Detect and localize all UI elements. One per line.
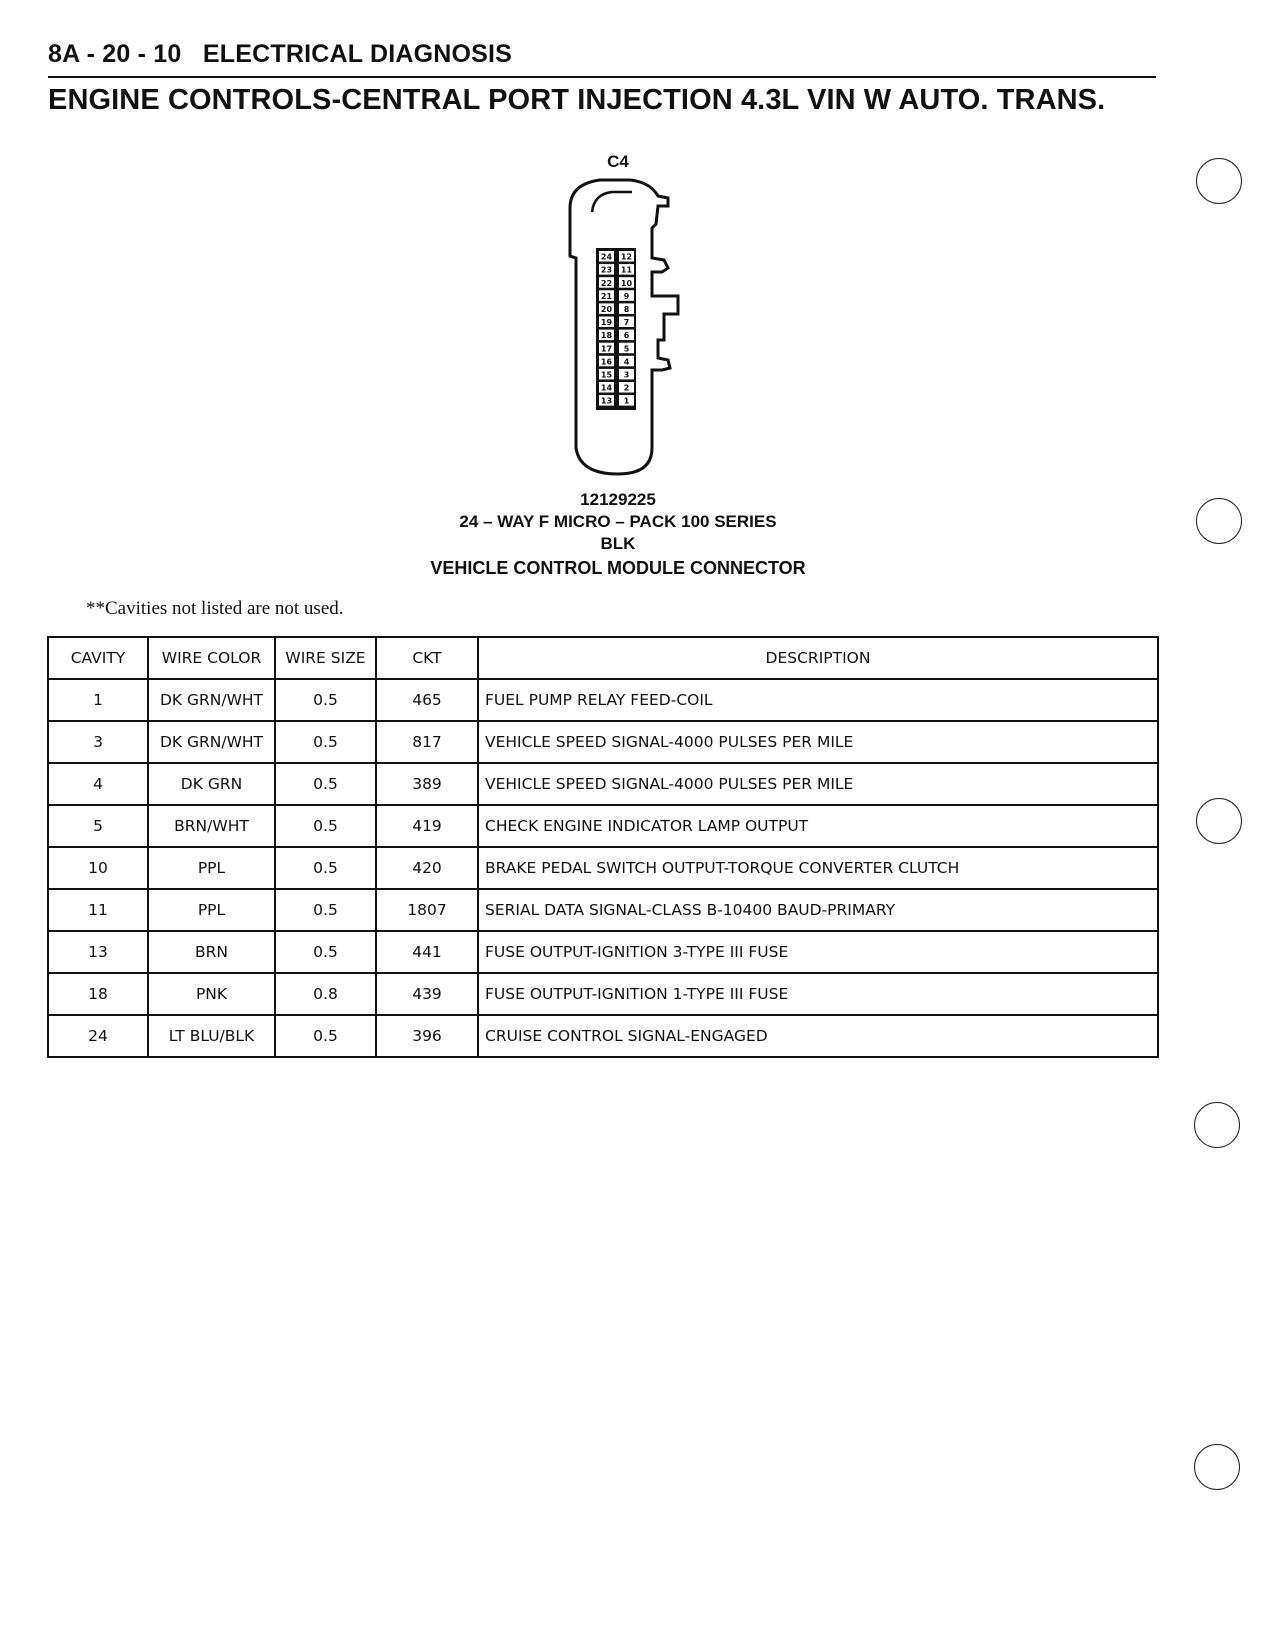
cell-description: FUEL PUMP RELAY FEED-COIL (478, 679, 1158, 721)
cavity-number: 18 (600, 331, 613, 341)
cell-cavity: 4 (48, 763, 148, 805)
cell-wire-color: DK GRN/WHT (148, 679, 275, 721)
cell-wire-size: 0.5 (275, 847, 376, 889)
cell-ckt: 420 (376, 847, 478, 889)
table-row (48, 721, 1158, 763)
cavity-number: 15 (600, 370, 613, 380)
cavity-number: 24 (600, 252, 613, 262)
cell-description: VEHICLE SPEED SIGNAL-4000 PULSES PER MILE (478, 721, 1158, 763)
cavity-number: 10 (620, 278, 633, 288)
cell-ckt: 396 (376, 1015, 478, 1057)
cell-wire-color: PPL (148, 889, 275, 931)
cell-ckt: 419 (376, 805, 478, 847)
table-row (48, 805, 1158, 847)
binder-hole (1196, 798, 1242, 844)
cavity-number: 11 (620, 265, 633, 275)
cell-wire-size: 0.5 (275, 763, 376, 805)
cell-cavity: 24 (48, 1015, 148, 1057)
cavity-number: 13 (600, 396, 613, 406)
cavity-number: 12 (620, 252, 633, 262)
connector-part-number: 12129225 (580, 490, 656, 509)
table-row (48, 763, 1158, 805)
page-header (48, 40, 512, 69)
header-description: DESCRIPTION (478, 637, 1158, 679)
cavity-note: **Cavities not listed are not used. (86, 598, 344, 619)
header-ckt: CKT (376, 637, 478, 679)
table-row (48, 973, 1158, 1015)
header-wire-color: WIRE COLOR (148, 637, 275, 679)
cavity-number: 14 (600, 383, 613, 393)
table-header-row (48, 637, 1158, 679)
table-row (48, 889, 1158, 931)
cavity-number: 3 (623, 370, 630, 380)
cell-description: VEHICLE SPEED SIGNAL-4000 PULSES PER MILE (478, 763, 1158, 805)
cell-wire-size: 0.5 (275, 931, 376, 973)
cavity-number: 20 (600, 305, 613, 314)
cavity-number: 4 (623, 357, 630, 367)
cell-wire-color: PNK (148, 973, 275, 1015)
header-divider (48, 76, 1156, 78)
connector-id: C4 (607, 152, 629, 171)
cell-cavity: 18 (48, 973, 148, 1015)
cell-wire-color: PPL (148, 847, 275, 889)
cell-wire-color: DK GRN/WHT (148, 721, 275, 763)
binder-hole (1196, 498, 1242, 544)
cavity-number: 5 (623, 344, 630, 354)
cell-ckt: 441 (376, 931, 478, 973)
cavity-number: 6 (623, 331, 630, 341)
cell-cavity: 3 (48, 721, 148, 763)
cell-cavity: 10 (48, 847, 148, 889)
cavity-number: 19 (600, 318, 613, 328)
table-row (48, 679, 1158, 721)
cell-ckt: 465 (376, 679, 478, 721)
cavity-number: 21 (600, 291, 613, 301)
binder-hole (1196, 158, 1242, 204)
cell-cavity: 1 (48, 679, 148, 721)
cavity-number: 22 (600, 278, 613, 288)
cell-cavity: 13 (48, 931, 148, 973)
cell-ckt: 389 (376, 763, 478, 805)
table-row (48, 931, 1158, 973)
connector-inner-arc (592, 192, 632, 212)
cavity-number: 1 (623, 396, 630, 406)
cell-wire-size: 0.8 (275, 973, 376, 1015)
cell-description: FUSE OUTPUT-IGNITION 3-TYPE III FUSE (478, 931, 1158, 973)
cell-wire-color: DK GRN (148, 763, 275, 805)
connector-diagram (540, 168, 700, 488)
cell-wire-size: 0.5 (275, 679, 376, 721)
cell-ckt: 439 (376, 973, 478, 1015)
connector-type: 24 – WAY F MICRO – PACK 100 SERIES (459, 512, 777, 531)
connector-color: BLK (600, 534, 636, 553)
cell-wire-color: LT BLU/BLK (148, 1015, 275, 1057)
cell-wire-color: BRN (148, 931, 275, 973)
cell-description: FUSE OUTPUT-IGNITION 1-TYPE III FUSE (478, 973, 1158, 1015)
table-row (48, 1015, 1158, 1057)
cavity-number: 16 (600, 357, 613, 367)
cell-description: BRAKE PEDAL SWITCH OUTPUT-TORQUE CONVERTER CLUTCH (478, 847, 1158, 889)
pinout-table (47, 636, 1159, 1058)
cell-description: CHECK ENGINE INDICATOR LAMP OUTPUT (478, 805, 1158, 847)
cell-wire-color: BRN/WHT (148, 805, 275, 847)
binder-hole (1194, 1102, 1240, 1148)
cell-ckt: 1807 (376, 889, 478, 931)
cavity-number: 2 (623, 383, 630, 393)
page-title: ENGINE CONTROLS-CENTRAL PORT INJECTION 4.3L VIN W AUTO. TRANS. (48, 84, 1106, 116)
cavity-number: 17 (600, 344, 613, 354)
cell-ckt: 817 (376, 721, 478, 763)
cavity-number: 8 (623, 305, 630, 314)
cell-wire-size: 0.5 (275, 889, 376, 931)
cavity-number: 7 (623, 318, 630, 328)
cell-cavity: 11 (48, 889, 148, 931)
cell-description: CRUISE CONTROL SIGNAL-ENGAGED (478, 1015, 1158, 1057)
connector-name: VEHICLE CONTROL MODULE CONNECTOR (430, 558, 806, 578)
page-number: 8A - 20 - 10 (48, 40, 182, 68)
cavity-number: 9 (623, 291, 630, 301)
section-title: ELECTRICAL DIAGNOSIS (202, 40, 513, 68)
cell-wire-size: 0.5 (275, 805, 376, 847)
cell-wire-size: 0.5 (275, 1015, 376, 1057)
cell-cavity: 5 (48, 805, 148, 847)
binder-hole (1194, 1444, 1240, 1490)
cell-description: SERIAL DATA SIGNAL-CLASS B-10400 BAUD-PRIMARY (478, 889, 1158, 931)
cell-wire-size: 0.5 (275, 721, 376, 763)
header-wire-size: WIRE SIZE (275, 637, 376, 679)
header-cavity: CAVITY (48, 637, 148, 679)
table-row (48, 847, 1158, 889)
table-body (48, 679, 1158, 1057)
cavity-number: 23 (600, 265, 613, 275)
